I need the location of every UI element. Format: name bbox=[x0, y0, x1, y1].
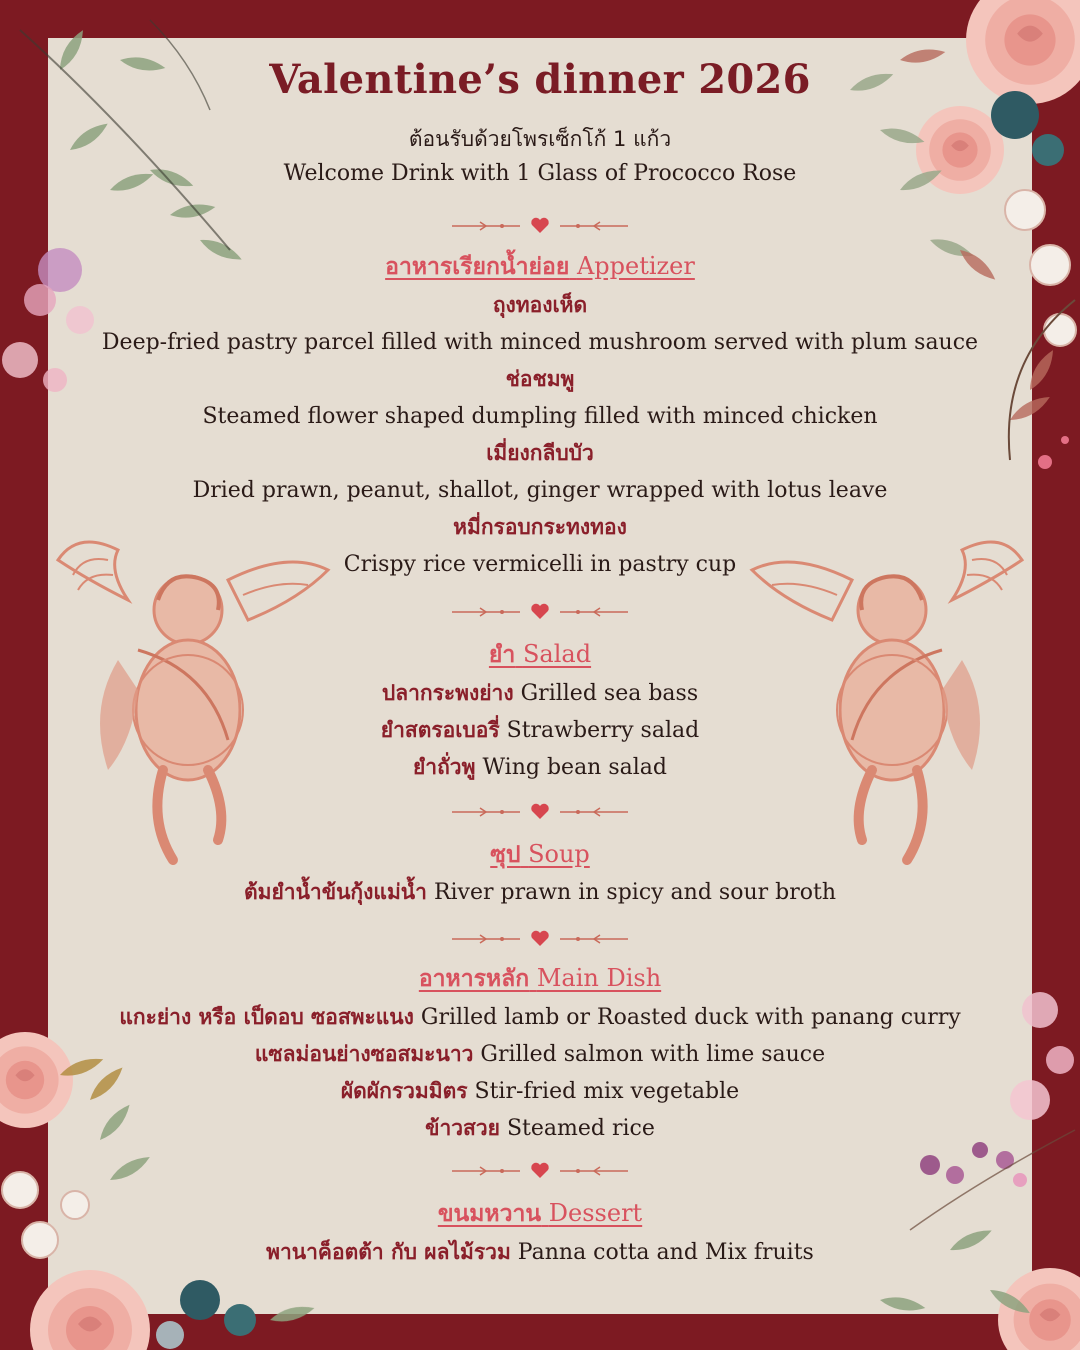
section-divider bbox=[440, 929, 640, 949]
appetizer-item-2-thai: ช่อชมพู bbox=[505, 367, 575, 391]
section-divider bbox=[440, 602, 640, 622]
dessert-item-1: พานาค็อตต้า กับ ผลไม้รวม Panna cotta and Mix fruits bbox=[266, 1240, 814, 1265]
salad-heading: ยำ Salad bbox=[488, 640, 592, 668]
flower-icon bbox=[1038, 436, 1069, 469]
menu-title: Valentine’s dinner 2026 bbox=[269, 56, 811, 103]
appetizer-item-1-english: Deep-fried pastry parcel filled with minced mushroom served with plum sauce bbox=[101, 330, 979, 355]
salad-item-3: ยำถั่วพู Wing bean salad bbox=[413, 755, 667, 780]
heart-icon bbox=[531, 218, 548, 233]
appetizer-heading: อาหารเรียกน้ำย่อย Appetizer bbox=[385, 252, 695, 280]
soup-item-1: ต้มยำน้ำข้นกุ้งแม่น้ำ River prawn in spicy and sour broth bbox=[244, 880, 836, 905]
section-divider bbox=[440, 802, 640, 822]
main-dish-item-4: ข้าวสวย Steamed rice bbox=[425, 1116, 655, 1141]
heart-icon bbox=[531, 804, 548, 819]
dessert-heading: ขนมหวาน Dessert bbox=[437, 1199, 643, 1227]
appetizer-item-3-thai: เมี่ยงกลีบบัว bbox=[486, 441, 594, 465]
salad-item-2: ยำสตรอเบอรี่ Strawberry salad bbox=[380, 718, 700, 743]
heart-icon bbox=[531, 1163, 548, 1178]
heart-icon bbox=[531, 931, 548, 946]
appetizer-item-1-thai: ถุงทองเห็ด bbox=[492, 293, 588, 317]
menu-content bbox=[48, 38, 1032, 1314]
salad-item-1: ปลากระพงย่าง Grilled sea bass bbox=[381, 681, 699, 706]
welcome-thai: ต้อนรับด้วยโพรเซ็กโก้ 1 แก้ว bbox=[408, 127, 672, 151]
soup-heading: ซุป Soup bbox=[490, 840, 590, 868]
main-dish-item-1: แกะย่าง หรือ เป็ดอบ ซอสพะแนง Grilled lamb or Roasted duck with panang curry bbox=[119, 1005, 961, 1030]
appetizer-item-4-thai: หมี่กรอบกระทงทอง bbox=[453, 515, 627, 539]
appetizer-item-3-english: Dried prawn, peanut, shallot, ginger wrapped with lotus leave bbox=[192, 478, 888, 503]
main-dish-item-3: ผัดผักรวมมิตร Stir-fried mix vegetable bbox=[340, 1079, 740, 1104]
heart-icon bbox=[531, 604, 548, 619]
appetizer-item-2-english: Steamed flower shaped dumpling filled with minced chicken bbox=[202, 404, 878, 429]
main-dish-item-2: แซลม่อนย่างซอสมะนาว Grilled salmon with lime sauce bbox=[254, 1042, 826, 1067]
welcome-english: Welcome Drink with 1 Glass of Prococco Rose bbox=[283, 161, 797, 186]
main-dish-heading: อาหารหลัก Main Dish bbox=[418, 964, 662, 992]
section-divider bbox=[440, 216, 640, 236]
appetizer-item-4-english: Crispy rice vermicelli in pastry cup bbox=[343, 552, 737, 577]
section-divider bbox=[440, 1161, 640, 1181]
